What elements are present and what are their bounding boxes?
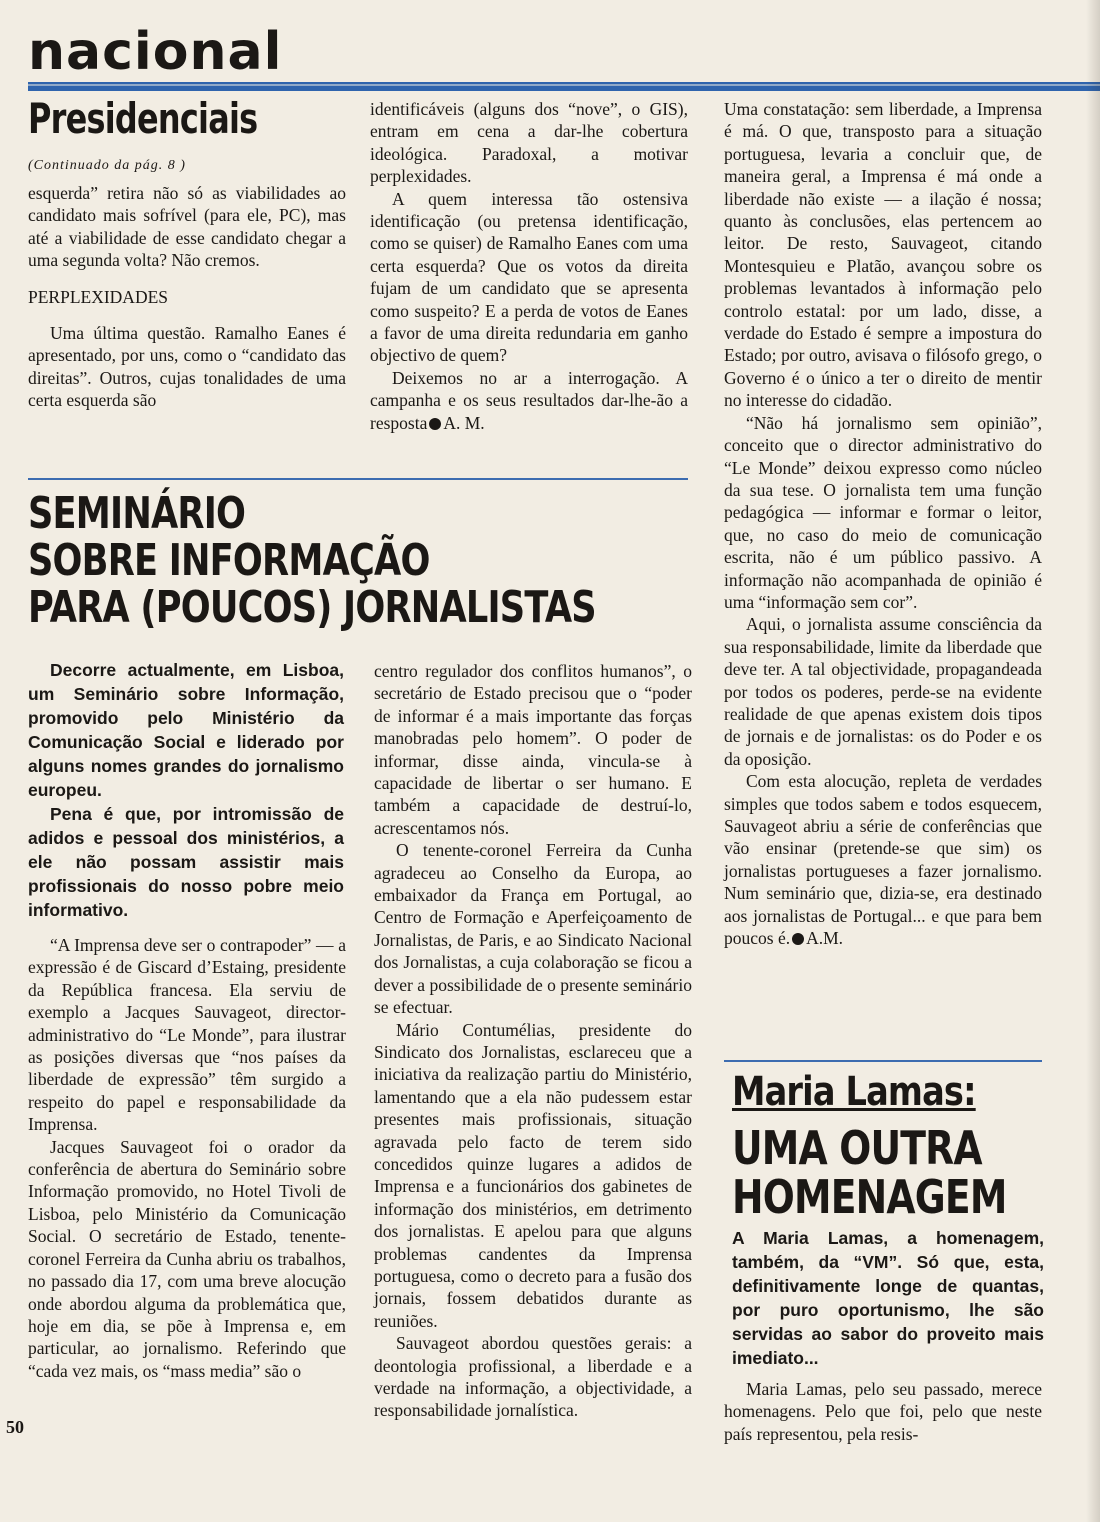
- seminario-column-2: [374, 660, 692, 1422]
- end-bullet-icon: [429, 418, 441, 430]
- maria-lamas-headline: [732, 1121, 1007, 1224]
- maria-lamas-lead: [732, 1226, 1044, 1370]
- page-number: 50: [6, 1417, 24, 1437]
- paragraph-final: [370, 367, 688, 434]
- paragraph: centro regulador dos conflitos humanos”, o secretário de Estado precisou que o “poder de informar é a mais importante das forças manobradas pelo homem”. O poder de informar, disse ainda, vincula-se à capacidade de libertar o ser humano. E também a capacidade de destruí-lo, acrescentamos nós.: [374, 661, 692, 838]
- divider-rule: [28, 478, 688, 480]
- paragraph: identificáveis (alguns dos “nove”, o GIS), entram em cena a dar-lhe cobertura ideológica. Paradoxal, a motivar perplexidades.: [370, 99, 688, 187]
- maria-lamas-body: [724, 1378, 1042, 1445]
- paragraph: Jacques Sauvageot foi o orador da conferência de abertura do Seminário sobre Informação promovido, no Hotel Tivoli de Lisboa, pelo Ministério da Comunicação Social. O secretário de Estado, tenente-coronel Ferreira da Cunha abriu os trabalhos, no passado dia 17, com uma breve alocução onde abordou alguma da problemática que, hoje em dia, se põe à Imprensa e, em particular, ao jornalismo. Referindo que “cada vez mais, os “mass media” são o: [28, 1136, 346, 1381]
- paragraph-text: Com esta alocução, repleta de verdades simples que todos sabem e todos esquecem, Sauvageot abriu a série de conferências que vão ensinar (pretende-se que sim) os jornalistas portugueses a fazer jornalismo. Num seminário que, dizia-se, era destinado aos jornalistas de Portugal... e que para bem poucos é.: [724, 771, 1042, 949]
- lead-paragraph: A Maria Lamas, a homenagem, também, da “VM”. Só que, esta, definitivamente longe de quantas, por puro oportunismo, lhe são servidas ao sabor do proveito mais imediato...: [732, 1228, 1044, 1368]
- paragraph: Aqui, o jornalista assume consciência da sua responsabilidade, limite da liberdade que deve ter. A tal objectividade, propagandeada por todos os poderes, perde-se na evidente realidade de que apenas existem dois tipos de jornais e de jornalistas: os do Poder e os da oposição.: [724, 614, 1042, 769]
- paragraph: O tenente-coronel Ferreira da Cunha agradeceu ao Conselho da Europa, ao embaixador da França em Portugal, ao Centro de Formação e Aperfeiçoamento de Jornalistas, de Paris, e ao Sindicato Nacional dos Jornalistas, a cuja colaboração se ficou a dever a possibilidade de o presente seminário se efectuar.: [374, 840, 692, 1018]
- headline-line: SEMINÁRIO: [28, 488, 246, 539]
- paragraph: esquerda” retira não só as viabilidades ao candidato mais sofrível (para ele, PC), mas até a viabilidade de esse candidato chegar a uma segunda volta? Não cremos.: [28, 183, 346, 271]
- section-title: nacional: [28, 22, 283, 82]
- paragraph: A quem interessa tão ostensiva identificação (ou pretensa identificação, como se quiser) de Ramalho Eanes com uma certa esquerda? Que os votos da direita fujam de um candidato que se apresenta como suspeito? E a perda de votos de Eanes a favor de uma direita redundaria em ganho objectivo de quem?: [370, 188, 688, 366]
- continued-note: (Continuado da pág. 8 ): [28, 158, 186, 173]
- presidenciais-column-2: [370, 98, 688, 434]
- seminario-column-3: [724, 98, 1042, 949]
- headline-line: HOMENAGEM: [732, 1170, 1007, 1224]
- divider-rule: [724, 1060, 1042, 1062]
- paragraph: Maria Lamas, pelo seu passado, merece homenagens. Pelo que foi, pelo que neste país representou, pela resis-: [724, 1379, 1042, 1444]
- end-bullet-icon: [792, 933, 804, 945]
- subheading-perplexidades: PERPLEXIDADES: [28, 286, 169, 307]
- paragraph: Sauvageot abordou questões gerais: a deontologia profissional, a liberdade e a verdade na informação, a objectividade, a responsabilidade jornalística.: [374, 1333, 692, 1421]
- maria-lamas-title: Maria Lamas:: [732, 1069, 976, 1115]
- seminario-column-1: [28, 934, 346, 1382]
- page-edge-shadow: [1086, 0, 1100, 1522]
- signature: A.M.: [806, 928, 844, 949]
- presidenciais-column-1: [28, 182, 346, 412]
- headline-line: SOBRE INFORMAÇÃO: [28, 535, 430, 586]
- headline-line: PARA (POUCOS) JORNALISTAS: [28, 582, 596, 633]
- signature: A. M.: [443, 412, 485, 433]
- paragraph-final: [724, 770, 1042, 949]
- lead-paragraph: Decorre actualmente, em Lisboa, um Seminário sobre Informação, promovido pelo Ministério da Comunicação Social e liderado por alguns nomes grandes do jornalismo europeu.: [28, 660, 344, 800]
- paragraph: Uma última questão. Ramalho Eanes é apresentado, por uns, como o “candidato das direitas”. Outros, cujas tonalidades de uma certa esquerda são: [28, 323, 346, 411]
- seminario-lead: [28, 658, 344, 922]
- paragraph: Mário Contumélias, presidente do Sindicato dos Jornalistas, esclareceu que a iniciativa da realização partiu do Ministério, lamentando que a ela não pudessem estar presentes mais profissionais, situação agravada pelo facto de terem sido concedidos quinze lugares a adidos de Imprensa e a funcionários dos gabinetes de informação dos ministérios, em detrimento dos jornalistas. E apelou para que alguns problemas candentes da Imprensa portuguesa, como o decreto para a fusão dos jornais, fossem debatidos durante as reuniões.: [374, 1019, 692, 1331]
- lead-paragraph: Pena é que, por intromissão de adidos e pessoal dos ministérios, a ele não possam assistir mais profissionais do nosso pobre meio informativo.: [28, 804, 344, 920]
- paragraph: “Não há jornalismo sem opinião”, conceito que o director administrativo do “Le Monde” deixou expresso como núcleo da sua tese. O jornalista tem uma função pedagógica — informar e formar o leitor, que, no caso do meio de comunicação escrita, não é um público passivo. A informação não acompanhada de opinião é uma “informação sem cor”.: [724, 412, 1042, 612]
- paragraph: “A Imprensa deve ser o contrapoder” — a expressão é de Giscard d’Estaing, presidente da República francesa. Ela serviu de exemplo a Jacques Sauvageot, director-administrativo do “Le Monde”, para ilustrar as posições diversas que “nos países da liberdade de expressão” têm surgido a respeito do papel e responsabilidade da Imprensa.: [28, 935, 346, 1135]
- article-title-presidenciais: Presidenciais: [28, 94, 258, 143]
- headline-line: UMA OUTRA: [732, 1121, 982, 1175]
- seminario-headline: [28, 490, 596, 631]
- paragraph: Uma constatação: sem liberdade, a Imprensa é má. O que, transposto para a situação portuguesa, levaria a concluir que, de maneira geral, a Imprensa é má onde a liberdade não existe — a ilação é nossa; quanto às conclusões, elas pertencem ao leitor. De resto, Sauvageot, citando Montesquieu e Platão, avançou sobre os problemas levantados à informação pelo controlo estatal: por um lado, disse, a verdade do Estado é sempre a impostura do Estado; por outro, avisava o filósofo grego, o Governo é o único a ter o direito de mentir no interesse do cidadão.: [724, 99, 1042, 411]
- paragraph-text: Deixemos no ar a interrogação. A campanha e os seus resultados dar-lhe-ão a resposta: [370, 367, 688, 433]
- section-rule: [28, 82, 1100, 91]
